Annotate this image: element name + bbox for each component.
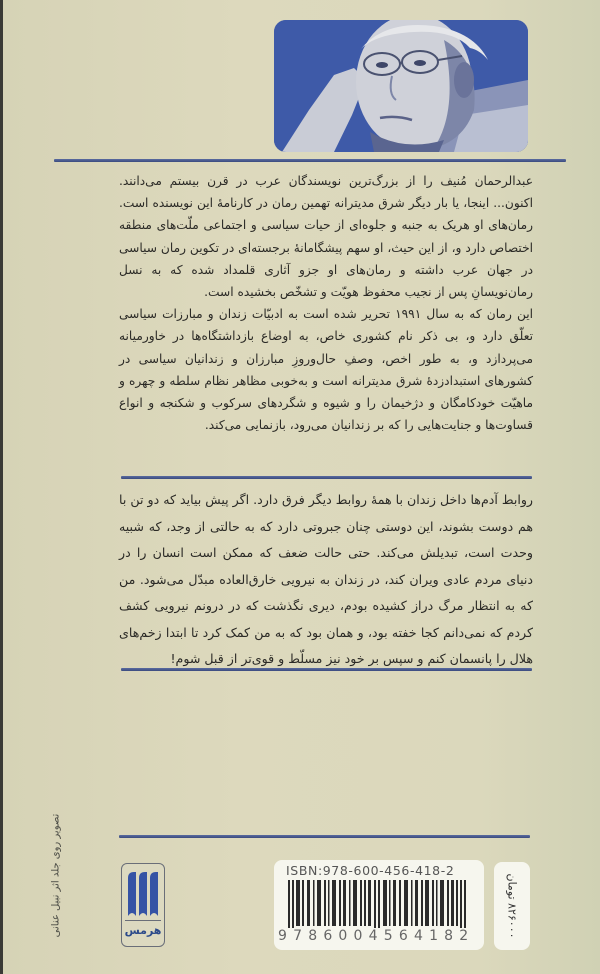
- isbn-label: ISBN:978-600-456-418-2: [286, 863, 455, 878]
- cover-credit: [46, 790, 66, 960]
- logo-separator: [125, 920, 161, 921]
- excerpt-text: [119, 487, 533, 673]
- excerpt-paragraph: روابط آدم‌ها داخل زندان با همهٔ روابط دیگر فرق دارد. اگر پیش بیاید که دو تن با هم دوست بشوند، این دوستی چنان جبروتی دارد که به حالتی از وجد، که شبیه وحدت است، تبدیلش می‌کند. حتی حالت ضعف که ممکن است انسان را در دنیای مردم عادی ویران کند، در زندان به نیرویی خارق‌العاده مبدّل می‌شود. من که به انتظار مرگ دراز کشیده بودم، دیری نگذشت که در درونم نیرویی کشف کردم که نمی‌دانم کجا خفته بود، و همان بود که به من کمک کرد تا ابتدا زخم‌های هلال را پانسمان کنم و سپس بر خود نیز مسلّط و قوی‌تر از قبل شوم!: [119, 492, 533, 666]
- intro-text: [119, 170, 533, 436]
- intro-paragraph: این رمان که به سال ۱۹۹۱ تحریر شده است به ادبیّات زندان و مبارزات سیاسی تعلّق دارد و، بی ذکر نام کشوری خاص، به اوضاع بازداشتگاه‌ها در خاورمیانه می‌پردازد و، به طور اخص، وصفِ حال‌وروزِ مبارزان و زندانیان سیاسی در کشورهای استبدادزدهٔ شرق مدیترانه است و به‌خوبی مظاهر نظام سلطه و چهره و ماهیّت خودکامگان و دژخیمان را و شیوه و شگردهای سرکوب و شکنجه و انواع قساوت‌ها و جنایت‌هایی را که بر زندانیان می‌رود، بازنمایی می‌کند.: [119, 307, 533, 433]
- author-portrait-icon: [274, 20, 528, 152]
- isbn-barcode: [274, 860, 484, 950]
- divider-bottom: [119, 835, 530, 838]
- barcode-icon: [288, 880, 472, 928]
- cover-credit-text: تصویر روی جلد اثر نبیل عنانی: [50, 813, 62, 937]
- publisher-name: هرمس: [124, 924, 162, 937]
- divider-top: [54, 159, 566, 162]
- divider-excerpt-bottom: [121, 668, 532, 671]
- price-tag: [494, 862, 530, 950]
- divider-excerpt-top: [121, 476, 532, 479]
- intro-paragraph: عبدالرحمان مُنیف را از بزرگ‌ترین نویسندگان عرب در قرن بیستم می‌دانند. اکنون... اینجا، یا بار دیگر شرق مدیترانه تهمین رمان در کارنامهٔ این نویسنده است. رمان‌های او هریک به جنبه و جلوه‌ای از حیات سیاسی و اجتماعی ملّت‌های منطقه اختصاص دارد و، از این حیث، او سهم پیشگامانهٔ برجسته‌ای در تکوین رمان سیاسی در جهان عرب داشته و رمان‌های او جزو آثاری قلمداد شده که به نسل رمان‌نویسانِ پس از نجیب محفوظ هویّت و تشخّص بخشیده است.: [119, 174, 533, 300]
- author-photo: [274, 20, 528, 152]
- publisher-logo: [121, 863, 165, 947]
- isbn-digits: 9786004564182: [278, 928, 475, 944]
- spine-edge: [0, 0, 3, 974]
- three-books-icon: [126, 870, 160, 918]
- price-text: ۸۲۶۰۰۰ تومان: [505, 873, 519, 939]
